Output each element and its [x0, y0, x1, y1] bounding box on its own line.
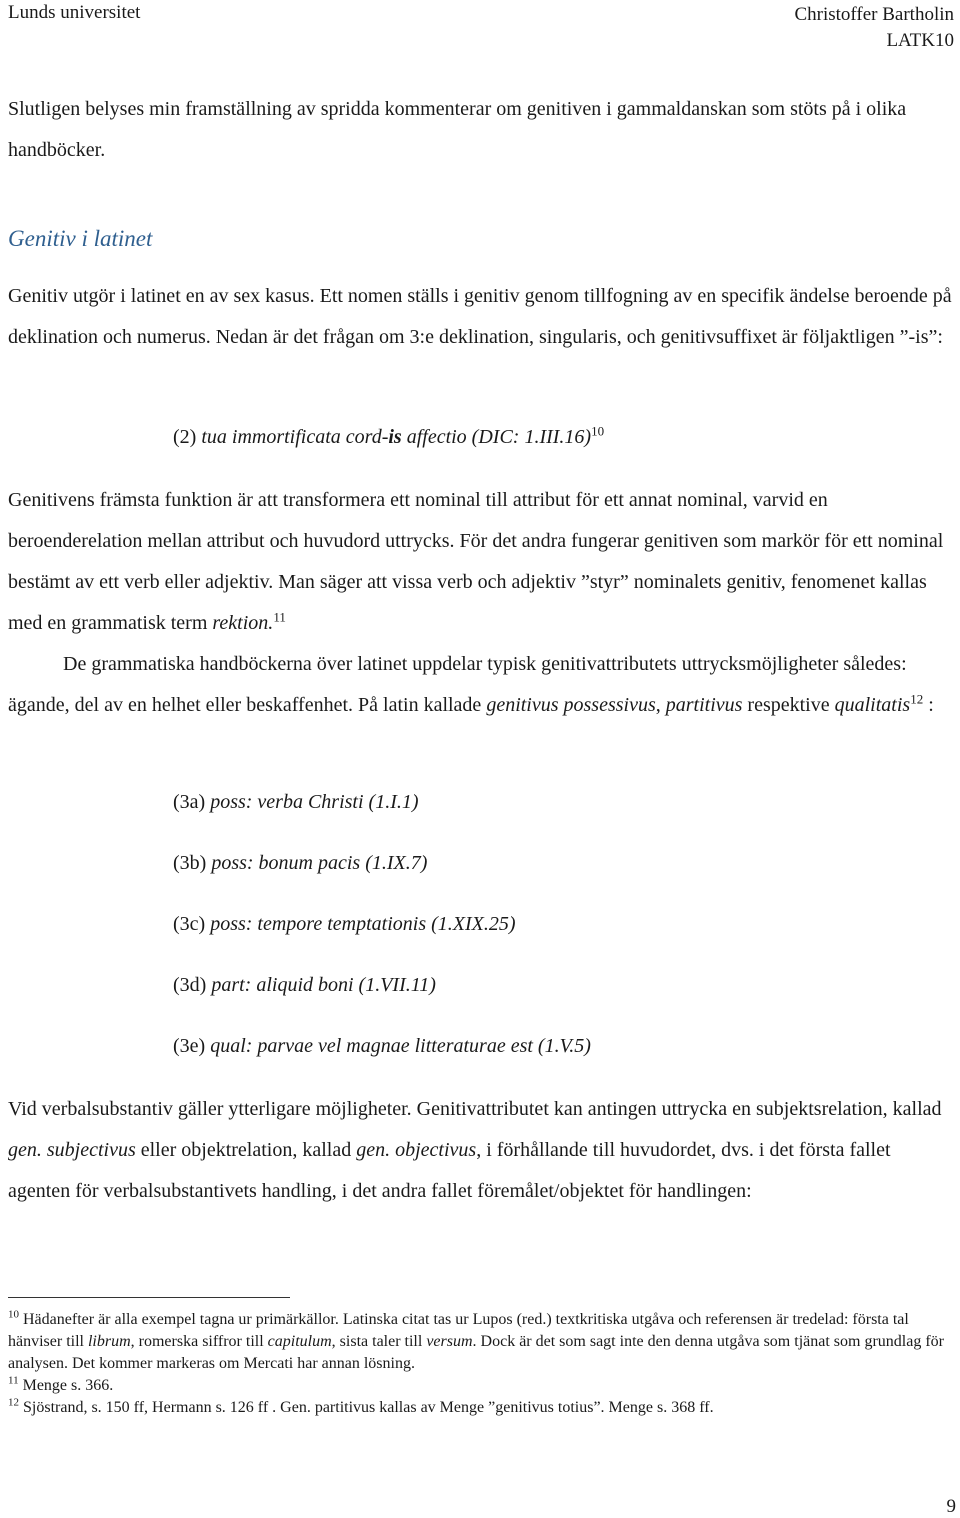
example-text: part: aliquid boni (1.VII.11)	[211, 974, 436, 996]
example-text: poss: bonum pacis (1.IX.7)	[211, 852, 428, 874]
closing-paragraph	[8, 1089, 954, 1212]
footnote-text: , sista taler till	[331, 1333, 427, 1350]
closing-text-c: , i förhållande till huvudordet, dvs. i det första fallet agenten för verbalsubstantivets handling, i det andra fallet föremålet/objektet för handlingen:	[8, 1139, 891, 1202]
example-3b	[173, 843, 591, 904]
closing-text-b: eller objektrelation, kallad	[135, 1139, 357, 1161]
function-paragraph	[8, 480, 954, 644]
page-header	[8, 0, 954, 52]
footnote-ref-12[interactable]: 12	[910, 691, 924, 707]
term-gen-objectivus: gen. objectivus	[356, 1139, 477, 1161]
header-course: LATK10	[886, 30, 954, 51]
example-2-text	[201, 426, 591, 448]
latin-intro-paragraph	[8, 276, 954, 358]
footnote-text: , romerska siffror till	[130, 1333, 268, 1350]
page-number: 9	[946, 1496, 956, 1517]
example-3d	[173, 965, 591, 1026]
term-gen-subjectivus: gen. subjectivus	[8, 1139, 136, 1161]
handbook-sep: ,	[655, 694, 666, 716]
footnote-ref-10[interactable]: 10	[591, 423, 605, 439]
example-2-label: (2)	[173, 426, 202, 448]
example-label: (3b)	[173, 852, 212, 874]
footnote-text: Hädanefter är alla exempel tagna ur primärkällor. Latinska citat tas ur Lupos (red.) textkritiska utgåva och referensen är tredelad: första tal hänviser till	[8, 1311, 909, 1350]
example-text: poss: tempore temptationis (1.XIX.25)	[210, 913, 516, 935]
footnotes	[8, 1309, 954, 1419]
footnote-number: 12	[8, 1396, 19, 1409]
example-text: poss: verba Christi (1.I.1)	[210, 791, 419, 813]
example-label: (3c)	[173, 913, 211, 935]
example-2-text-b: affectio (DIC: 1.III.16)	[401, 426, 592, 448]
example-2-suffix: is	[388, 426, 402, 448]
latin-intro-text: Genitiv utgör i latinet en av sex kasus. Ett nomen ställs i genitiv genom tillfogning av en specifik ändelse beroende på deklination och numerus. Nedan är det frågan om 3:e deklination, singularis, och genitivsuffixet är följaktligen ”-is”:	[8, 285, 952, 348]
footnote-text: Menge s. 366.	[18, 1377, 114, 1394]
header-university: Lunds universitet	[8, 2, 141, 23]
footnote-text: Sjöstrand, s. 150 ff, Hermann s. 126 ff . Gen. partitivus kallas av Menge ”genitivus totius”. Menge s. 368 ff.	[19, 1399, 714, 1416]
term-partitivus: partitivus	[665, 694, 743, 716]
example-3e	[173, 1026, 591, 1087]
handbook-text: De grammatiska handböckerna över latinet uppdelar typisk genitivattributets uttrycksmöjligheter således: ägande, del av en helhet eller beskaffenhet. På latin kallade	[8, 653, 907, 716]
term-rektion: rektion.	[212, 612, 274, 634]
example-label: (3a)	[173, 791, 211, 813]
handbook-paragraph	[8, 644, 954, 726]
section-heading: Genitiv i latinet	[8, 226, 153, 251]
footnote-ref-11[interactable]: 11	[273, 609, 286, 625]
term-qualitatis: qualitatis	[834, 694, 911, 716]
example-3c	[173, 904, 591, 965]
term-versum: versum	[426, 1333, 473, 1350]
footnote-12	[8, 1397, 954, 1419]
closing-text-a: Vid verbalsubstantiv gäller ytterligare möjligheter. Genitivattributet kan antingen uttrycka en subjektsrelation, kallad	[8, 1098, 942, 1120]
term-capitulum: capitulum	[267, 1333, 332, 1350]
function-text: Genitivens främsta funktion är att transformera ett nominal till attribut för ett annat nominal, varvid en beroenderelation mellan attribut och huvudord uttrycks. För det andra fungerar genitiven som markör för ett nominal bestämt av ett verb eller adjektiv. Man säger att vissa verb och adjektiv ”styr” nominalets genitiv, fenomenet kallas med en grammatisk term	[8, 489, 944, 634]
footnote-11	[8, 1375, 954, 1397]
header-author: Christoffer Bartholin	[794, 4, 954, 25]
handbook-text-b: respektive	[742, 694, 835, 716]
footnote-divider	[8, 1297, 290, 1298]
term-genitivus-possessivus: genitivus possessivus	[486, 694, 656, 716]
intro-paragraph	[8, 89, 954, 171]
example-list	[173, 782, 591, 1087]
closing-text	[8, 1089, 954, 1212]
footnote-number: 11	[8, 1374, 19, 1387]
main-text	[8, 480, 954, 726]
term-librum: librum	[87, 1333, 131, 1350]
example-2-text-a: tua immortificata cord-	[201, 426, 389, 448]
footnote-number: 10	[8, 1308, 19, 1321]
intro-text: Slutligen belyses min framställning av spridda kommenterar om genitiven i gammaldanskan som stöts på i olika handböcker.	[8, 98, 907, 161]
example-text: qual: parvae vel magnae litteraturae est (1.V.5)	[210, 1035, 591, 1057]
example-label: (3e)	[173, 1035, 211, 1057]
header-author-block	[794, 2, 954, 54]
footnote-10	[8, 1309, 954, 1375]
example-2	[173, 417, 604, 457]
example-3a	[173, 782, 591, 843]
footnote-text: . Dock är det som sagt inte den denna utgåva som tjänat som grundlag för analysen. Det kommer markeras om Mercati har annan lösning.	[8, 1333, 944, 1372]
handbook-text-c: :	[923, 694, 934, 716]
example-label: (3d)	[173, 974, 212, 996]
